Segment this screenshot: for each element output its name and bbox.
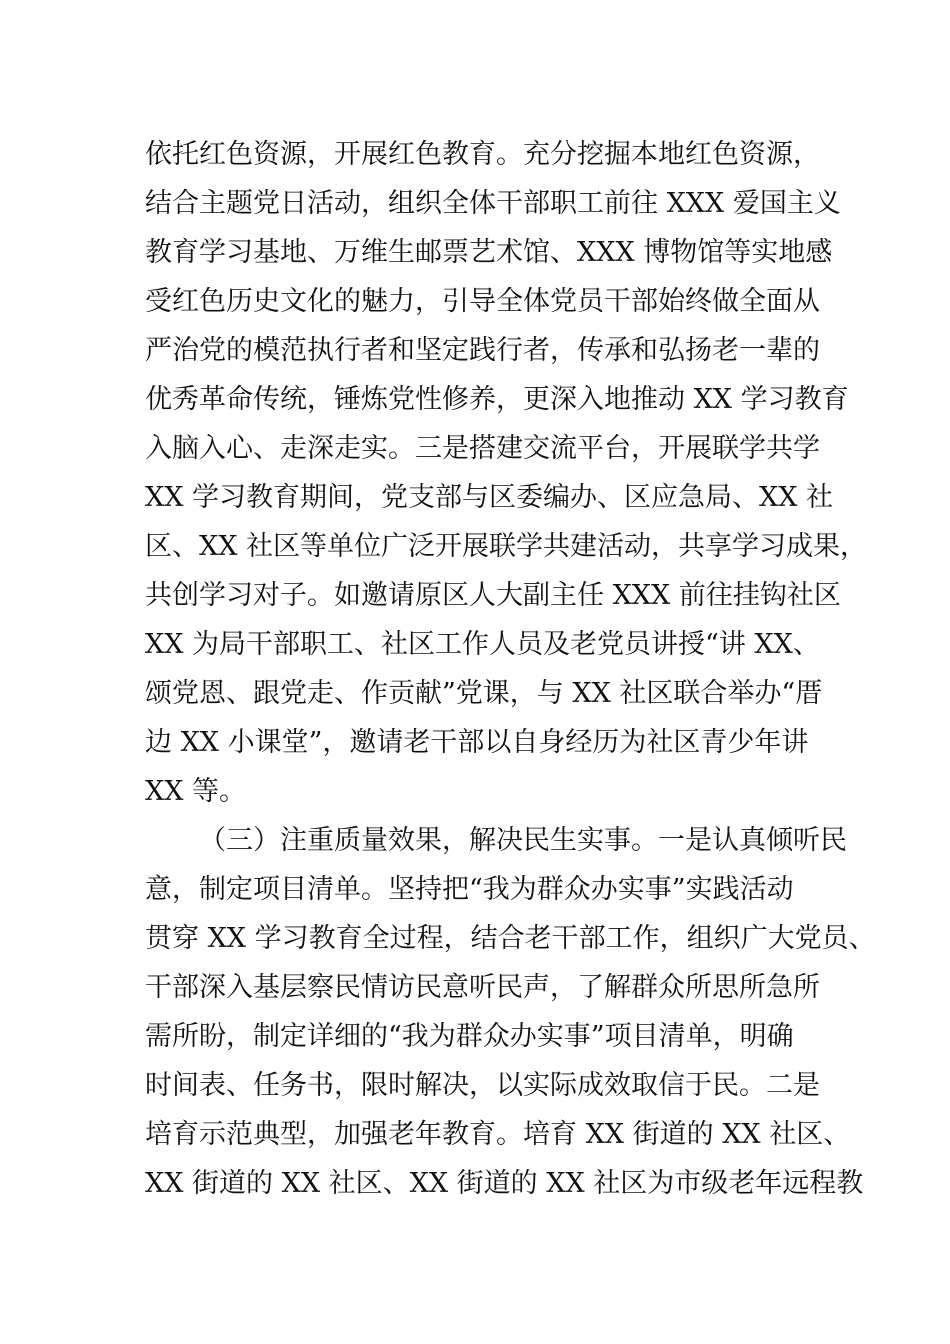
- text-line: 时间表、任务书，限时解决，以实际成效取信于民。二是: [145, 1070, 820, 1101]
- text-line: 意，制定项目清单。坚持把“我为群众办实事”实践活动: [145, 874, 794, 905]
- text-line: 受红色历史文化的魅力，引导全体党员干部始终做全面从: [145, 286, 820, 317]
- text-line: 干部深入基层察民情访民意听民声，了解群众所思所急所: [145, 972, 820, 1003]
- text-line: XX 街道的 XX 社区、XX 街道的 XX 社区为市级老年远程教: [145, 1168, 864, 1199]
- text-line: 教育学习基地、万维生邮票艺术馆、XXX 博物馆等实地感: [145, 237, 833, 268]
- text-line: 贯穿 XX 学习教育全过程，结合老干部工作，组织广大党员、: [145, 923, 876, 954]
- text-line: 结合主题党日活动，组织全体干部职工前往 XXX 爱国主义: [145, 188, 841, 219]
- text-line: 依托红色资源，开展红色教育。充分挖掘本地红色资源，: [145, 139, 820, 170]
- text-line: 需所盼，制定详细的“我为群众办实事”项目清单，明确: [145, 1021, 794, 1052]
- body-text: [145, 130, 876, 1208]
- text-line: 颂党恩、跟党走、作贡献”党课，与 XX 社区联合举办“厝: [145, 678, 823, 709]
- text-line: （三）注重质量效果，解决民生实事。一是认真倾听民: [199, 825, 847, 856]
- text-line: XX 为局干部职工、社区工作人员及老党员讲授“讲 XX、: [145, 629, 820, 660]
- text-line: XX 学习教育期间，党支部与区委编办、区应急局、XX 社: [145, 482, 834, 513]
- text-line: 共创学习对子。如邀请原区人大副主任 XXX 前往挂钩社区: [145, 580, 841, 611]
- text-line: 优秀革命传统，锤炼党性修养，更深入地推动 XX 学习教育: [145, 384, 849, 415]
- text-line: XX 等。: [145, 776, 247, 807]
- text-line: 严治党的模范执行者和坚定践行者，传承和弘扬老一辈的: [145, 335, 820, 366]
- text-line: 边 XX 小课堂”，邀请老干部以自身经历为社区青少年讲: [145, 727, 809, 758]
- text-line: 培育示范典型，加强老年教育。培育 XX 街道的 XX 社区、: [145, 1119, 851, 1150]
- text-line: 区、XX 社区等单位广泛开展联学共建活动，共享学习成果，: [145, 531, 868, 562]
- text-line: 入脑入心、走深走实。三是搭建交流平台，开展联学共学: [145, 433, 820, 464]
